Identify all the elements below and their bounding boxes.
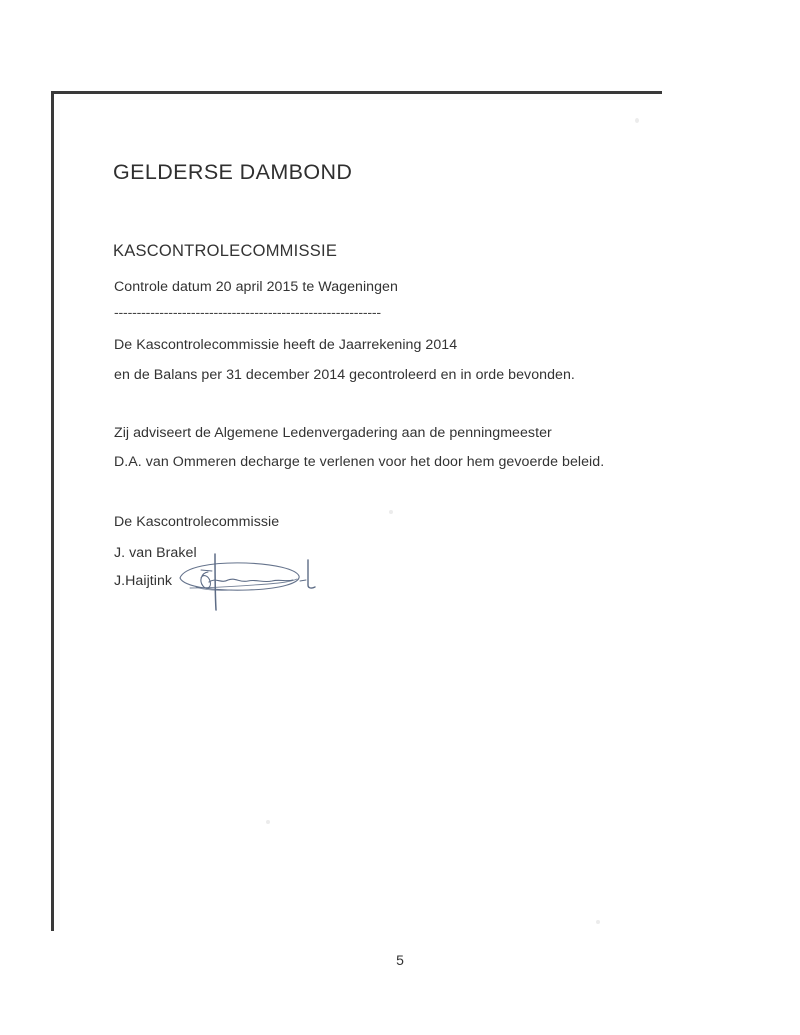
organization-title: GELDERSE DAMBOND [113, 160, 353, 184]
signoff-committee-label: De Kascontrolecommissie [114, 514, 280, 530]
dashed-separator: ----------------------------------------------------------- [114, 305, 381, 321]
scan-speckle [266, 820, 270, 824]
statement-line-2: en de Balans per 31 december 2014 gecontroleerd en in orde bevonden. [114, 367, 575, 383]
statement-line-1: De Kascontrolecommissie heeft de Jaarrekening 2014 [114, 337, 458, 353]
advice-line-2: D.A. van Ommeren decharge te verlenen voor het door hem gevoerde beleid. [114, 454, 605, 470]
signoff-member-1: J. van Brakel [114, 545, 197, 561]
section-heading: KASCONTROLECOMMISSIE [113, 242, 338, 260]
scan-speckle [389, 510, 393, 514]
scan-speckle [596, 920, 600, 924]
advice-line-1: Zij adviseert de Algemene Ledenvergadering aan de penningmeester [114, 425, 552, 441]
scan-speckle [635, 118, 639, 123]
audit-date-line: Controle datum 20 april 2015 te Wageningen [114, 279, 398, 295]
page-number: 5 [396, 952, 404, 968]
signoff-member-2: J.Haijtink [114, 573, 173, 589]
page-edge-left-line [51, 91, 54, 931]
page-edge-top-line [51, 91, 662, 94]
